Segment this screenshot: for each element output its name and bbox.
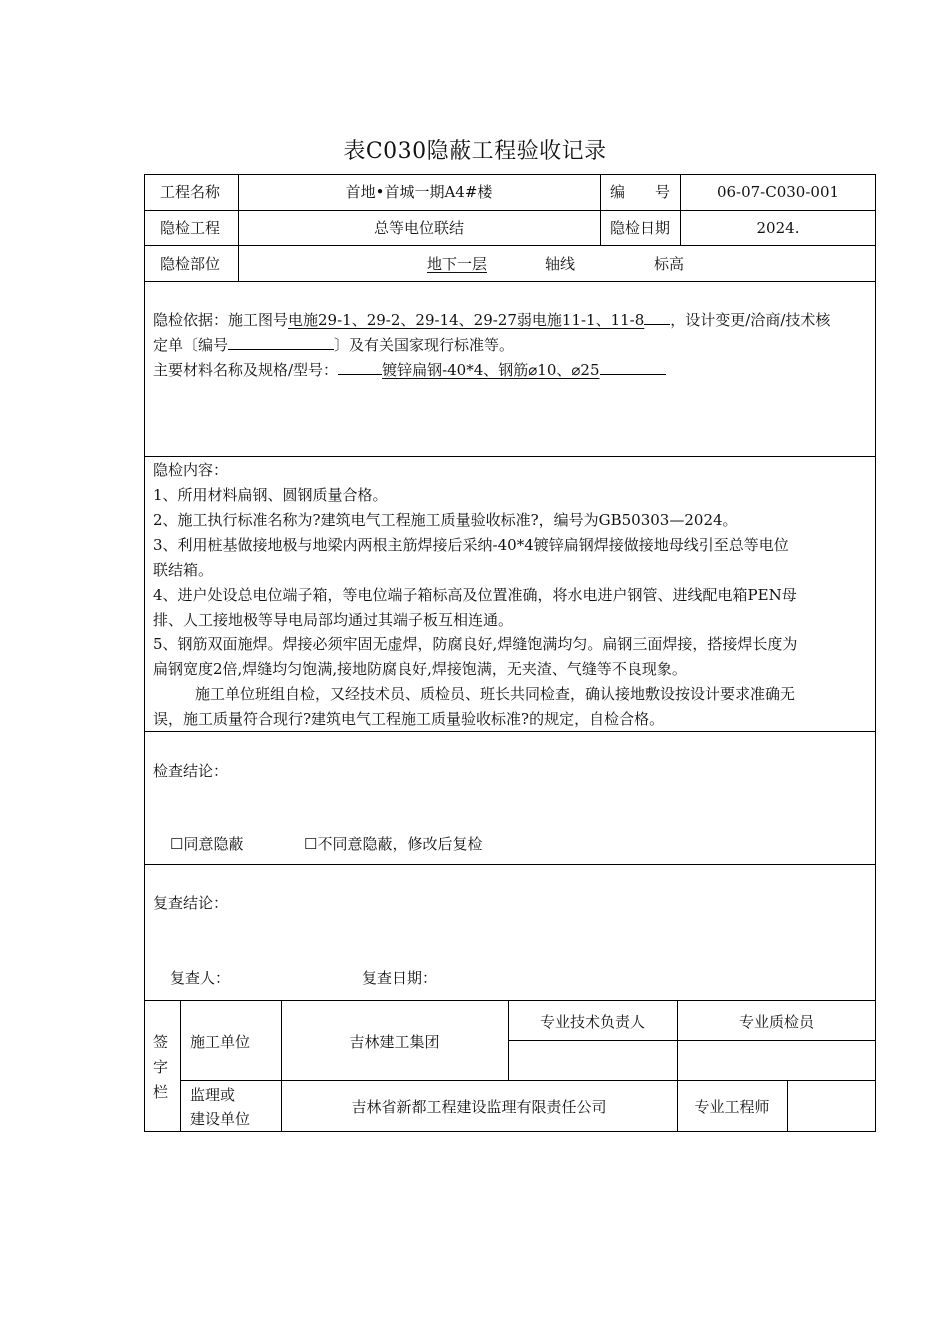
quality-inspector-label: 专业质检员 [738, 1013, 814, 1031]
supervision-label-line-2: 建设单位 [190, 1110, 251, 1128]
row-divider [144, 245, 876, 246]
location-elevation: 标高 [654, 255, 685, 273]
basis-line-2 [153, 333, 514, 358]
tech-lead-label: 专业技术负责人 [539, 1013, 645, 1031]
project-name-value: 首地•首城一期A4#楼 [345, 183, 493, 201]
disagree-checkbox[interactable]: ☐不同意隐蔽，修改后复检 [304, 835, 483, 853]
content-line: 施工单位班组自检，又经技术员、质检员、班长共同检查，确认接地敷设按设计要求准确无 [195, 685, 796, 703]
row-divider [144, 281, 876, 282]
content-line: 5、钢筋双面施焊。焊接必须牢固无虚焊，防腐良好,焊缝饱满均匀。扁钢三面焊接，搭接焊长度为 [153, 635, 798, 653]
project-name-label: 工程名称 [160, 183, 221, 201]
basis-prefix: 隐检依据：施工图号 [153, 311, 289, 329]
construction-unit-label: 施工单位 [190, 1033, 251, 1051]
reviewer-label: 复查人： [170, 969, 231, 987]
recheck-heading: 复查结论： [153, 894, 229, 912]
col-divider [180, 1000, 181, 1132]
content-line: 3、利用桩基做接地极与地梁内两根主筋焊接后采纳-40*4镀锌扁钢焊接做接地母线引至总等电位 [153, 536, 789, 554]
col-divider [787, 1080, 788, 1132]
signature-column-label: 签字栏 [153, 1033, 169, 1101]
content-heading: 隐检内容： [153, 461, 229, 479]
number-value: 06-07-C030-001 [716, 183, 840, 201]
location-axis: 轴线 [545, 255, 576, 273]
content-line: 排、人工接地极等导电局部均通过其端子板互相连通。 [153, 611, 514, 629]
location-floor: 地下一层 [427, 255, 488, 273]
construction-unit-value: 吉林建工集团 [349, 1033, 440, 1051]
page-title: 表C030隐蔽工程验收记录 [343, 139, 607, 164]
order-suffix: 〕及有关国家现行标准等。 [334, 336, 515, 354]
hidden-date-label: 隐检日期 [609, 219, 670, 237]
basis-drawings: 电施29-1、29-2、29-14、29-27弱电施11-1、11-8 [288, 311, 645, 329]
supervision-unit-value: 吉林省新都工程建设监理有限责任公司 [351, 1098, 607, 1116]
row-divider [144, 1000, 876, 1001]
row-divider [144, 731, 876, 732]
hidden-date-value: 2024. [756, 219, 800, 237]
location-label: 隐检部位 [160, 255, 221, 273]
blank-line [600, 358, 666, 375]
blank-line [644, 308, 670, 325]
supervision-label-line-1: 监理或 [190, 1086, 236, 1104]
number-label: 编 号 [609, 183, 670, 201]
materials-value: 镀锌扁钢-40*4、钢筋⌀10、⌀25 [382, 361, 600, 379]
content-line: 4、进户处设总电位端子箱，等电位端子箱标高及位置准确，将水电进户钢管、进线配电箱PEN母 [153, 586, 797, 604]
row-divider [144, 210, 876, 211]
order-number-blank [228, 333, 334, 350]
row-divider [180, 1080, 876, 1081]
content-line: 联结箱。 [153, 561, 214, 579]
content-line: 扁钢宽度2倍,焊缝均匀饱满,接地防腐良好,焊接饱满，无夹渣、气缝等不良现象。 [153, 660, 687, 678]
agree-checkbox[interactable]: ☐同意隐蔽 [170, 835, 244, 853]
blank-line [338, 358, 382, 375]
order-prefix: 定单〔编号 [153, 336, 229, 354]
row-divider [144, 864, 876, 865]
materials-line [153, 358, 666, 383]
materials-label: 主要材料名称及规格/型号： [153, 361, 339, 379]
check-heading: 检查结论： [153, 762, 229, 780]
content-line: 误，施工质量符合现行?建筑电气工程施工质量验收标准?的规定，自检合格。 [153, 710, 665, 728]
row-divider [144, 456, 876, 457]
basis-line-1 [153, 308, 830, 333]
content-line: 2、施工执行标准名称为?建筑电气工程施工质量验收标准?，编号为GB50303—2024。 [153, 511, 738, 529]
hidden-project-label: 隐检工程 [160, 219, 221, 237]
engineer-label: 专业工程师 [694, 1098, 770, 1116]
recheck-date-label: 复查日期： [362, 969, 438, 987]
basis-suffix: ，设计变更/洽商/技术核 [670, 311, 831, 329]
row-divider [508, 1040, 876, 1041]
content-line: 1、所用材料扁钢、圆钢质量合格。 [153, 486, 388, 504]
hidden-project-value: 总等电位联结 [373, 219, 464, 237]
